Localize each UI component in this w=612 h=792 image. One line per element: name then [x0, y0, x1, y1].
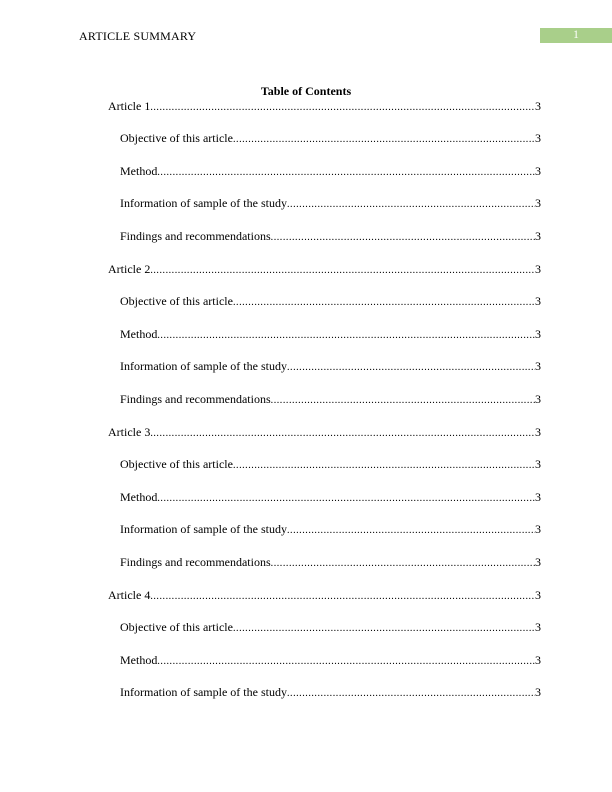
- toc-title: Table of Contents: [260, 84, 352, 98]
- toc-entry-page: 3: [535, 99, 541, 113]
- toc-dot-leader: [287, 523, 535, 539]
- toc-entry-page: 3: [535, 685, 541, 699]
- toc-entry[interactable]: [120, 554, 541, 570]
- toc-dot-leader: [233, 458, 535, 474]
- toc-entry[interactable]: [120, 684, 541, 700]
- toc-dot-leader: [150, 589, 535, 605]
- toc-entry-label: Method: [120, 327, 158, 341]
- toc-entry[interactable]: [120, 293, 541, 309]
- toc-entry-page: 3: [535, 490, 541, 504]
- toc-entry[interactable]: [120, 228, 541, 244]
- toc-entry-label: Information of sample of the study: [120, 685, 287, 699]
- toc-dot-leader: [271, 556, 535, 572]
- toc-entry-label: Article 1: [108, 99, 151, 113]
- toc-entry[interactable]: [120, 195, 541, 211]
- toc-dot-leader: [157, 328, 535, 344]
- toc-entry-label: Findings and recommendations: [120, 555, 271, 569]
- toc-entry-page: 3: [535, 294, 541, 308]
- page-number-badge: 1: [540, 28, 612, 43]
- toc-entry-label: Method: [120, 164, 158, 178]
- toc-dot-leader: [157, 165, 535, 181]
- toc-dot-leader: [271, 230, 535, 246]
- toc-entry-label: Method: [120, 653, 158, 667]
- toc-dot-leader: [271, 393, 535, 409]
- toc-entry[interactable]: [120, 130, 541, 146]
- toc-dot-leader: [150, 100, 535, 116]
- toc-entry[interactable]: [108, 587, 541, 603]
- toc-entry[interactable]: [120, 391, 541, 407]
- toc-entry-label: Objective of this article: [120, 294, 233, 308]
- toc-entry-page: 3: [535, 392, 541, 406]
- toc-entry[interactable]: [108, 424, 541, 440]
- toc-entry-page: 3: [535, 196, 541, 210]
- toc-entry-page: 3: [535, 620, 541, 634]
- toc-dot-leader: [157, 654, 535, 670]
- toc-entry-page: 3: [535, 457, 541, 471]
- toc-entry-page: 3: [535, 522, 541, 536]
- toc-entry-label: Objective of this article: [120, 620, 233, 634]
- toc-entry[interactable]: [120, 521, 541, 537]
- toc-entry[interactable]: [120, 619, 541, 635]
- toc-entry-label: Article 2: [108, 262, 151, 276]
- toc-entry[interactable]: [120, 326, 541, 342]
- toc-entry[interactable]: [108, 98, 541, 114]
- toc-entry-page: 3: [535, 555, 541, 569]
- toc-entry-label: Objective of this article: [120, 131, 233, 145]
- toc-entry[interactable]: [120, 652, 541, 668]
- toc-entry-label: Method: [120, 490, 158, 504]
- toc-entry-page: 3: [535, 262, 541, 276]
- toc-entry-label: Findings and recommendations: [120, 229, 271, 243]
- toc-dot-leader: [233, 132, 535, 148]
- toc-entry-label: Information of sample of the study: [120, 196, 287, 210]
- toc-entry-label: Information of sample of the study: [120, 522, 287, 536]
- toc-entry-label: Findings and recommendations: [120, 392, 271, 406]
- toc-dot-leader: [233, 621, 535, 637]
- toc-dot-leader: [287, 360, 535, 376]
- toc-entry-page: 3: [535, 359, 541, 373]
- toc-dot-leader: [233, 295, 535, 311]
- toc-entry[interactable]: [120, 456, 541, 472]
- toc-entry[interactable]: [120, 489, 541, 505]
- running-head: ARTICLE SUMMARY: [79, 29, 197, 43]
- toc-entry[interactable]: [120, 358, 541, 374]
- toc-entry-page: 3: [535, 653, 541, 667]
- toc-dot-leader: [287, 197, 535, 213]
- toc-entry-label: Article 4: [108, 588, 151, 602]
- toc-dot-leader: [287, 686, 535, 702]
- toc-entry[interactable]: [108, 261, 541, 277]
- toc-entry-page: 3: [535, 229, 541, 243]
- toc-dot-leader: [150, 426, 535, 442]
- toc-entry-label: Information of sample of the study: [120, 359, 287, 373]
- toc-entry-page: 3: [535, 131, 541, 145]
- toc-entry-page: 3: [535, 327, 541, 341]
- toc-entry[interactable]: [120, 163, 541, 179]
- toc-entry-page: 3: [535, 164, 541, 178]
- toc-entry-page: 3: [535, 425, 541, 439]
- toc-entry-page: 3: [535, 588, 541, 602]
- toc-dot-leader: [150, 263, 535, 279]
- toc-entry-label: Article 3: [108, 425, 151, 439]
- toc-entry-label: Objective of this article: [120, 457, 233, 471]
- toc-dot-leader: [157, 491, 535, 507]
